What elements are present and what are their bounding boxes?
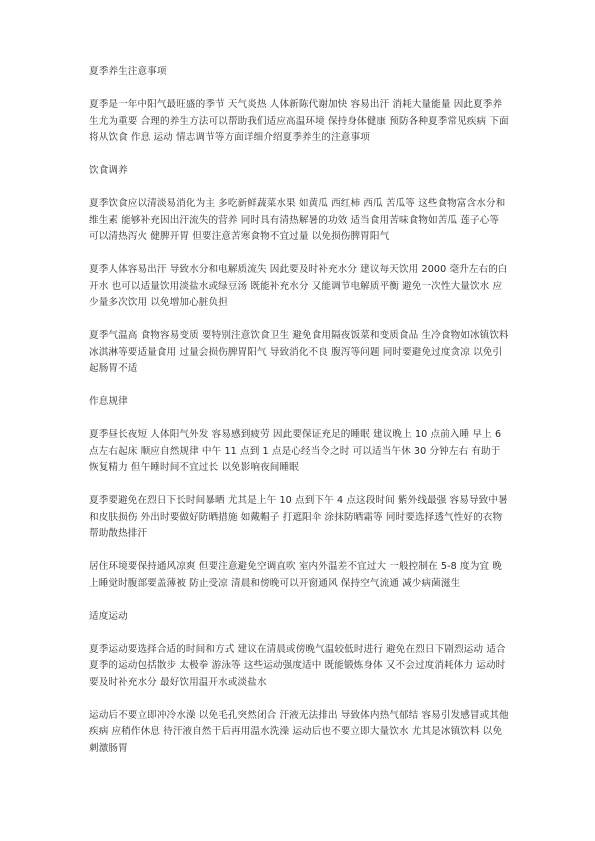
- exercise-paragraph-1: 夏季运动要选择合适的时间和方式 建议在清晨或傍晚气温较低时进行 避免在烈日下剧烈运动 适合夏季的运动包括散步 太极拳 游泳等 这些运动强度适中 既能锻炼身体 又不会过度消耗体力 运动时要及时补充水分 最好饮用温开水或淡盐水: [89, 643, 506, 688]
- section-heading-routine: 作息规律: [89, 396, 128, 407]
- diet-paragraph-3: 夏季气温高 食物容易变质 要特别注意饮食卫生 避免食用隔夜饭菜和变质食品 生冷食物如冰镇饮料 冰淇淋等要适量食用 过量会损伤脾胃阳气 导致消化不良 腹泻等问题 同时要避免过度贪凉 以免引起肠胃不适: [89, 330, 509, 374]
- section-heading-diet: 饮食调养: [89, 165, 128, 176]
- diet-paragraph-2: 夏季人体容易出汗 导致水分和电解质流失 因此要及时补充水分 建议每天饮用 2000 毫升左右的白开水 也可以适量饮用淡盐水或绿豆汤 既能补充水分 又能调节电解质平衡 避免一次性大量饮水 应少量多次饮用 以免增加心脏负担: [89, 264, 508, 308]
- exercise-paragraph-2: 运动后不要立即冲冷水澡 以免毛孔突然闭合 汗液无法排出 导致体内热气郁结 容易引发感冒或其他疾病 应稍作休息 待汗液自然干后再用温水洗澡 运动后也不要立即大量饮水 尤其是冰镇饮料 以免刺激肠胃: [89, 709, 509, 754]
- document-title: 夏季养生注意事项: [89, 66, 167, 77]
- routine-paragraph-3: 居住环境要保持通风凉爽 但要注意避免空调直吹 室内外温差不宜过大 一般控制在 5-8 度为宜 晚上睡觉时腹部要盖薄被 防止受凉 清晨和傍晚可以开窗通风 保持空气流通 减少病菌滋生: [89, 561, 502, 589]
- intro-paragraph: 夏季是一年中阳气最旺盛的季节 天气炎热 人体新陈代谢加快 容易出汗 消耗大量能量 因此夏季养生尤为重要 合理的养生方法可以帮助我们适应高温环境 保持身体健康 预防各种夏季常见疾病 下面将从饮食 作息 运动 情志调节等方面详细介绍夏季养生的注意事项: [89, 99, 509, 143]
- section-heading-exercise: 适度运动: [89, 610, 128, 622]
- routine-paragraph-1: 夏季昼长夜短 人体阳气外发 容易感到疲劳 因此要保证充足的睡眠 建议晚上 10 点前入睡 早上 6 点左右起床 顺应自然规律 中午 11 点到 1 点是心经当令之时 可以适当午休 30 分钟左右 有助于恢复精力 但午睡时间不宜过长 以免影响夜间睡眠: [89, 429, 502, 473]
- routine-paragraph-2: 夏季要避免在烈日下长时间暴晒 尤其是上午 10 点到下午 4 点这段时间 紫外线最强 容易导致中暑和皮肤损伤 外出时要做好防晒措施 如戴帽子 打遮阳伞 涂抹防晒霜等 同时要选择透气性好的衣物 帮助散热排汗: [89, 495, 508, 539]
- diet-paragraph-1: 夏季饮食应以清淡易消化为主 多吃新鲜蔬菜水果 如黄瓜 西红柿 西瓜 苦瓜等 这些食物富含水分和维生素 能够补充因出汗流失的营养 同时具有清热解暑的功效 适当食用苦味食物如苦瓜 莲子心等 可以清热泻火 健脾开胃 但要注意苦寒食物不宜过量 以免损伤脾胃阳气: [89, 198, 506, 242]
- document-page: [89, 64, 509, 774]
